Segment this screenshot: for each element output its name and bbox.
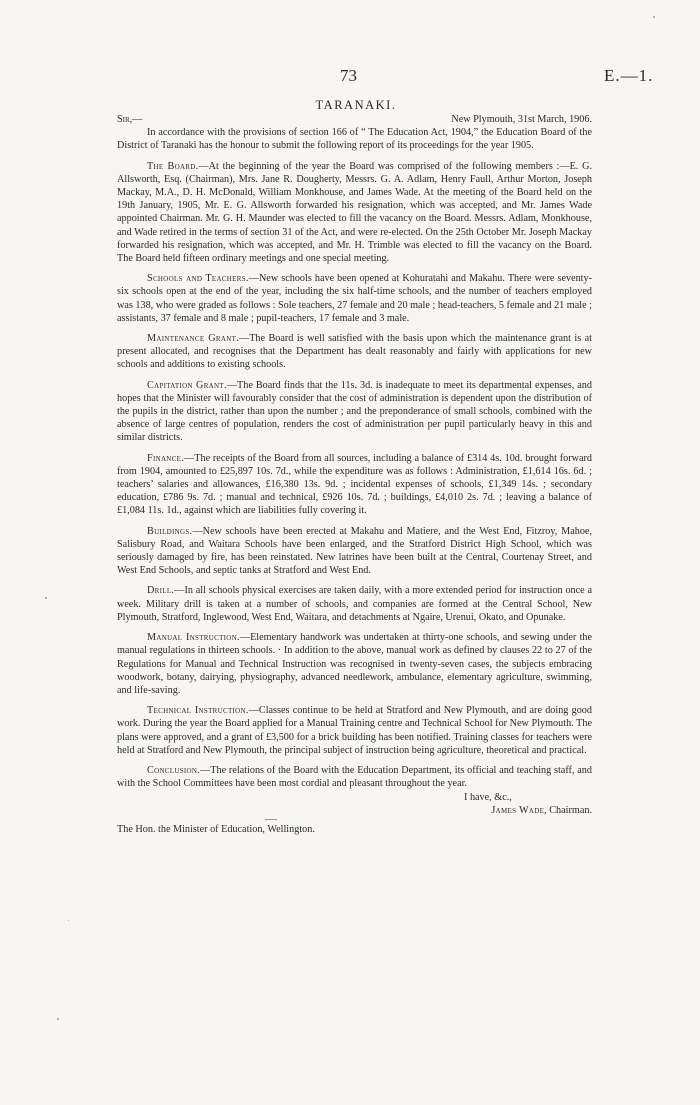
- paragraph-text: —In all schools physical exercises are taken daily, with a more extended period for instruction once a week. Military drill is taken at a number of schools, and companies are formed at the Central School, New Plymouth, Stratford, Inglewood, West End, Waitara, and detachments at Ngaire, Urenui, Okato, and Opunake.: [117, 585, 592, 623]
- scan-speck: [265, 819, 277, 820]
- paragraph-text: —The relations of the Board with the Education Department, its official and teaching staff, and with the School Committees have been most cordial and pleasant throughout the year.: [117, 764, 592, 790]
- paragraph-heading: Schools and Teachers.: [147, 273, 249, 285]
- closing-line: I have, &c.,: [464, 792, 512, 804]
- paragraph-text: —New schools have been erected at Makahu and Matiere, and the West End, Fitzroy, Mahoe, Salisbury Road, and Waitara Schools have been enlarged, and the Stratford District High School, which was seriously damaged by fire, has been reinstated. New latrines have been built at the Central, Courtenay Street, and West End Schools, and septic tanks at Stratford and West End.: [117, 525, 592, 577]
- paragraph-manual-instruction: [117, 631, 592, 697]
- paragraph-technical-instruction: [117, 704, 592, 757]
- paragraph-buildings: [117, 525, 592, 578]
- page-header: [0, 66, 700, 90]
- paragraph-conclusion: [117, 764, 592, 790]
- place-date: New Plymouth, 31st March, 1906.: [451, 114, 592, 125]
- scan-speck: [57, 1018, 59, 1020]
- signature-name: James Wade: [491, 805, 545, 817]
- paragraph-text: —At the beginning of the year the Board was comprised of the following members :—E. G. Allsworth, Esq. (Chairman), Mrs. Jane R. Dougherty, Messrs. G. A. Adlam, Henry Faull, Arthur Morton, Joseph Mackay, M.A., D. H. McDonald, William Monkhouse, and James Wade. At the meeting of the Board held on the 19th January, 1905, Mr. E. G. Allsworth forwarded his resignation, which was accepted, and Mr. James Wade appointed Chairman. Mr. G. H. Maunder was elected to fill the vacancy on the Board. Messrs. Adlam, Monkhouse, and Wade retired in the terms of section 31 of the Act, and were re-elected. On the 25th October Mr. Joseph Mackay forwarded his resignation, which was accepted, and Mr. H. Trimble was elected to fill the vacancy on the Board. The Board held fifteen ordinary meetings and one special meeting.: [117, 160, 592, 265]
- scan-speck: [653, 16, 655, 18]
- scan-speck: [68, 920, 69, 921]
- paragraph-heading: Technical Instruction.: [147, 705, 249, 717]
- paragraph-drill: [117, 584, 592, 624]
- paragraph-heading: Manual Instruction.: [147, 632, 240, 644]
- paragraph-text: —The Board is well satisfied with the basis upon which the maintenance grant is at present allocated, and recognises that the Department has dealt reasonably and fairly with applications for new schools and additions to existing schools.: [117, 333, 592, 371]
- paragraph-heading: Capitation Grant.: [147, 379, 227, 391]
- salutation-line: [117, 113, 592, 126]
- paragraph-the-board: [117, 160, 592, 266]
- paragraph-text: In accordance with the provisions of section 166 of “ The Education Act, 1904,” the Education Board of the District of Taranaki has the honour to submit the following report of its proceedings for the year 1905.: [117, 127, 592, 152]
- paragraph-heading: Conclusion.: [147, 764, 201, 776]
- paragraph-heading: The Board.: [147, 160, 199, 172]
- scan-speck: [45, 597, 47, 599]
- paragraph-text: —New schools have been opened at Kohuratahi and Makahu. There were seventy-six schools open at the end of the year, including the six half-time schools, and the number of teachers employed was 138, who were graded as follows : Sole teachers, 27 female and 20 male ; head-teachers, 5 female and 21 male ; assistants, 37 female and 8 male ; pupil-teachers, 17 female and 3 male.: [117, 273, 592, 324]
- paragraph-heading: Finance.: [147, 452, 185, 464]
- paragraph-finance: [117, 452, 592, 518]
- salutation: Sir,—: [117, 114, 143, 125]
- report-title: TARANAKI.: [315, 98, 397, 112]
- paragraph-text: —The receipts of the Board from all sources, including a balance of £314 4s. 10d. brought forward from 1904, amounted to £25,897 10s. 7d., while the expenditure was as follows : Administration, £1,614 16s. 6d. ; teachers’ salaries and allowances, £16,380 13s. 9d. ; incidental expenses of schools, £1,349 14s. ; secondary education, £786 9s. 7d. ; manual and technical, £926 10s. 7d. ; buildings, £4,010 2s. 7d. ; leaving a balance of £1,084 11s. 1d., against which are liabilities fully covering it.: [117, 452, 592, 517]
- closing-block: [117, 791, 592, 819]
- paragraph-text: —Elementary handwork was undertaken at thirty-one schools, and sewing under the manual regulations in thirteen schools. · In addition to the above, manual work as defined by clauses 22 to 27 of the Regulations for Manual and Technical Instruction was recognised in twenty-seven cases, the subjects embracing woodwork, botany, dairying, physiography, advanced needlework, ambulance, elementary agriculture, swimming, and life-saving.: [117, 632, 593, 696]
- signature: [491, 804, 592, 817]
- paragraph-heading: Maintenance Grant.: [147, 333, 239, 345]
- intro-paragraph: [117, 126, 592, 152]
- paragraph-capitation-grant: [117, 379, 592, 445]
- paragraph-heading: Drill.: [147, 585, 175, 597]
- paragraph-schools-teachers: [117, 272, 592, 325]
- signature-title: , Chairman.: [544, 805, 592, 817]
- paragraph-text: —The Board finds that the 11s. 3d. is inadequate to meet its departmental expenses, and hopes that the Minister will favourably consider that the cost of administration is dependent upon the distribution of the pupils in the district, rather than upon the number ; and the preponderance of small schools, combined with the absence of large centres of population, renders the cost of administration per pupil particularly heavy in this and similar districts.: [117, 379, 592, 444]
- paragraph-maintenance-grant: [117, 332, 592, 372]
- paragraph-text: —Classes continue to be held at Stratford and New Plymouth, and are doing good work. During the year the Board applied for a Manual Training centre and Technical School for New Plymouth. The plans were approved, and a grant of £3,500 for a brick building has been notified. Training classes for teachers were held at Stratford and New Plymouth, the principal subject of instruction being agriculture, theoretical and practical.: [117, 705, 592, 756]
- report-body: [117, 113, 592, 837]
- page-number: 73: [340, 66, 357, 85]
- recipient: The Hon. the Minister of Education, Wellington.: [117, 824, 315, 836]
- paragraph-heading: Buildings.: [147, 525, 193, 537]
- document-reference: E.—1.: [604, 66, 654, 85]
